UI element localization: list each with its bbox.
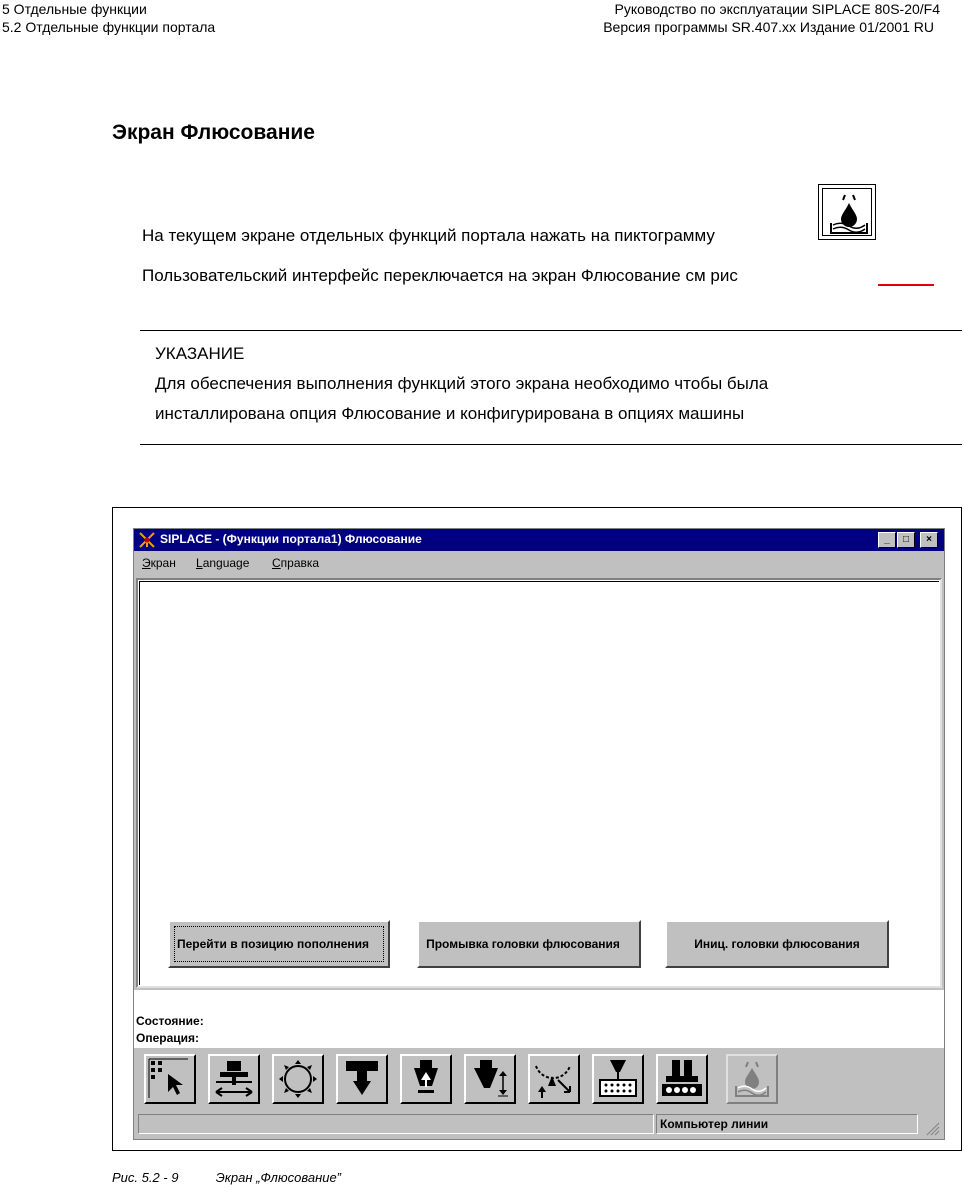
- menu-language-mnemonic: L: [196, 556, 203, 570]
- flux-icon: [730, 1058, 774, 1100]
- figure-title: Экран „Флюсование”: [215, 1170, 342, 1185]
- header-version: Версия программы SR.407.xx Издание 01/2001 RU: [603, 19, 934, 35]
- goto-refill-label: Перейти в позицию пополнения: [170, 922, 388, 966]
- init-head-label: Иниц. головки флюсования: [694, 937, 860, 951]
- function-toolbar: [134, 1050, 944, 1108]
- window-title: SIPLACE - (Функции портала1) Флюсование: [160, 532, 422, 546]
- state-label: Состояние:: [136, 1014, 204, 1028]
- line-computer-cell: Компьютер линии: [656, 1114, 918, 1134]
- select-pointer-icon: [148, 1058, 192, 1100]
- operation-label: Операция:: [136, 1031, 200, 1045]
- nozzle-up-icon: [404, 1058, 448, 1100]
- window-titlebar[interactable]: [134, 529, 944, 551]
- wheel-icon: [276, 1058, 320, 1100]
- menu-screen[interactable]: [142, 556, 176, 570]
- header-section: 5.2 Отдельные функции портала: [2, 19, 216, 35]
- menu-language-label: anguage: [202, 556, 250, 570]
- maximize-button[interactable]: □: [897, 532, 915, 548]
- siplace-app-icon: [138, 531, 156, 549]
- feeder-table-icon: [596, 1058, 640, 1100]
- menu-help[interactable]: [272, 556, 319, 570]
- tool-feeder-table[interactable]: [592, 1054, 644, 1104]
- status-bar: [134, 1112, 944, 1138]
- note-line-2: инсталлирована опция Флюсование и конфигурирована в опциях машины: [155, 404, 745, 423]
- minimize-button[interactable]: _: [878, 532, 896, 548]
- statusbar-empty-cell: [138, 1114, 654, 1134]
- menu-bar: [134, 552, 944, 574]
- menu-language[interactable]: [196, 556, 249, 570]
- tool-nozzle-up[interactable]: [400, 1054, 452, 1104]
- result-text: Пользовательский интерфейс переключается на экран Флюсование см рис: [142, 266, 738, 285]
- conveyor-icon: [660, 1058, 704, 1100]
- init-head-button[interactable]: [665, 920, 889, 968]
- gantry-move-icon: [212, 1058, 256, 1100]
- tool-gantry[interactable]: [208, 1054, 260, 1104]
- tool-wheel[interactable]: [272, 1054, 324, 1104]
- flush-head-button[interactable]: [417, 920, 641, 968]
- pickup-down-icon: [340, 1058, 384, 1100]
- resize-grip-icon[interactable]: [924, 1120, 940, 1136]
- tool-pickup[interactable]: [336, 1054, 388, 1104]
- figure-reference-link[interactable]: [878, 284, 934, 286]
- menu-help-label: правка: [280, 556, 320, 570]
- menu-screen-label: кран: [150, 556, 176, 570]
- menu-screen-mnemonic: Э: [142, 556, 151, 570]
- note-title: УКАЗАНИЕ: [155, 344, 245, 363]
- status-panel: [134, 990, 944, 1048]
- section-title: Экран Флюсование: [112, 121, 315, 144]
- note-line-1: Для обеспечения выполнения функций этого экрана необходимо чтобы была: [155, 374, 769, 393]
- tool-flux: [726, 1054, 778, 1104]
- nozzle-height-icon: [468, 1058, 512, 1100]
- star-rotate-icon: [532, 1058, 576, 1100]
- note-bottom-divider: [140, 444, 962, 445]
- client-area: [136, 578, 942, 988]
- goto-refill-position-button[interactable]: [168, 920, 390, 968]
- tool-nozzle-height[interactable]: [464, 1054, 516, 1104]
- close-button[interactable]: ×: [920, 532, 938, 548]
- header-chapter: 5 Отдельные функции: [2, 1, 147, 17]
- flush-head-label: Промывка головки флюсования: [426, 937, 620, 951]
- flux-pictogram: [818, 184, 876, 240]
- tool-star-rotate[interactable]: [528, 1054, 580, 1104]
- menu-help-mnemonic: С: [272, 556, 281, 570]
- flux-icon: [819, 185, 877, 241]
- instruction-text: На текущем экране отдельных функций портала нажать на пиктограмму: [142, 226, 715, 245]
- figure-number: Рис. 5.2 - 9: [112, 1170, 179, 1185]
- tool-select[interactable]: [144, 1054, 196, 1104]
- figure-caption: [112, 1170, 341, 1185]
- tool-conveyor[interactable]: [656, 1054, 708, 1104]
- note-top-divider: [140, 330, 962, 331]
- header-manual: Руководство по эксплуатации SIPLACE 80S-20/F4: [614, 1, 940, 17]
